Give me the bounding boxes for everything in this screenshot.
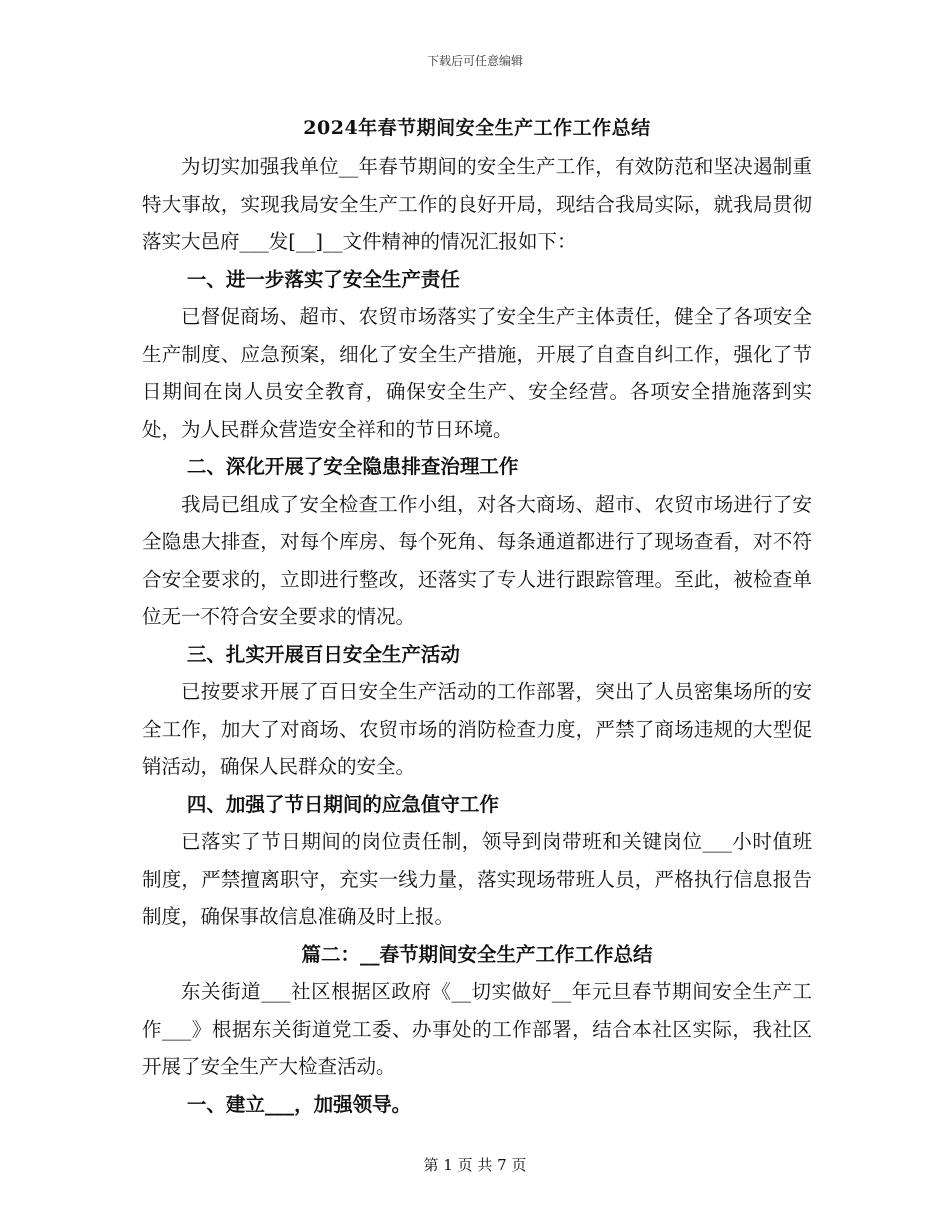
section-heading-3: 三、扎实开展百日安全生产活动 <box>186 642 460 666</box>
header-note: 下载后可任意编辑 <box>426 54 523 68</box>
page-footer: 第 1 页 共 7 页 <box>423 1156 527 1174</box>
paragraph-section-1: 已督促商场、超市、农贸市场落实了安全生产主体责任，健全了各项安全生产制度、应急预案，细化了安全生产措施，开展了自查自纠工作，强化了节日期间在岗人员安全教育，确保安全生产、安全经营。各项安全措施落到实处，为人民群众营造安全祥和的节日环境。 <box>142 305 812 441</box>
document-title: 2024年春节期间安全生产工作工作总结 <box>303 117 651 139</box>
section-heading-4: 四、加强了节日期间的应急值守工作 <box>186 792 499 816</box>
paragraph-section-4: 已落实了节日期间的岗位责任制，领导到岗带班和关键岗位___小时值班制度，严禁擅离职守，充实一线力量，落实现场带班人员，严格执行信息报告制度，确保事故信息准确及时上报。 <box>142 830 812 928</box>
part-two-heading-1: 一、建立___，加强领导。 <box>186 1092 412 1116</box>
paragraph-part-two-intro: 东关街道___社区根据区政府《__切实做好__年元旦春节期间安全生产工作___》根据东关街道党工委、办事处的工作部署，结合本社区实际，我社区开展了安全生产大检查活动。 <box>142 980 812 1078</box>
document-body <box>142 114 812 1123</box>
section-heading-2: 二、深化开展了安全隐患排查治理工作 <box>186 455 519 478</box>
paragraph-section-2: 我局已组成了安全检查工作小组，对各大商场、超市、农贸市场进行了安全隐患大排查，对每个库房、每个死角、每条通道都进行了现场查看，对不符合安全要求的，立即进行整改，还落实了专人进行跟踪管理。至此，被检查单位无一不符合安全要求的情况。 <box>142 492 812 628</box>
paragraph-intro: 为切实加强我单位__年春节期间的安全生产工作，有效防范和坚决遏制重特大事故，实现我局安全生产工作的良好开局，现结合我局实际，就我局贯彻落实大邑府___发[__]__文件精神的情况汇报如下： <box>142 155 812 253</box>
section-heading-1: 一、进一步落实了安全生产责任 <box>186 267 460 291</box>
paragraph-section-3: 已按要求开展了百日安全生产活动的工作部署，突出了人员密集场所的安全工作，加大了对商场、农贸市场的消防检查力度，严禁了商场违规的大型促销活动，确保人民群众的安全。 <box>142 680 812 778</box>
part-two-title: 篇二：__春节期间安全生产工作工作总结 <box>301 942 653 966</box>
